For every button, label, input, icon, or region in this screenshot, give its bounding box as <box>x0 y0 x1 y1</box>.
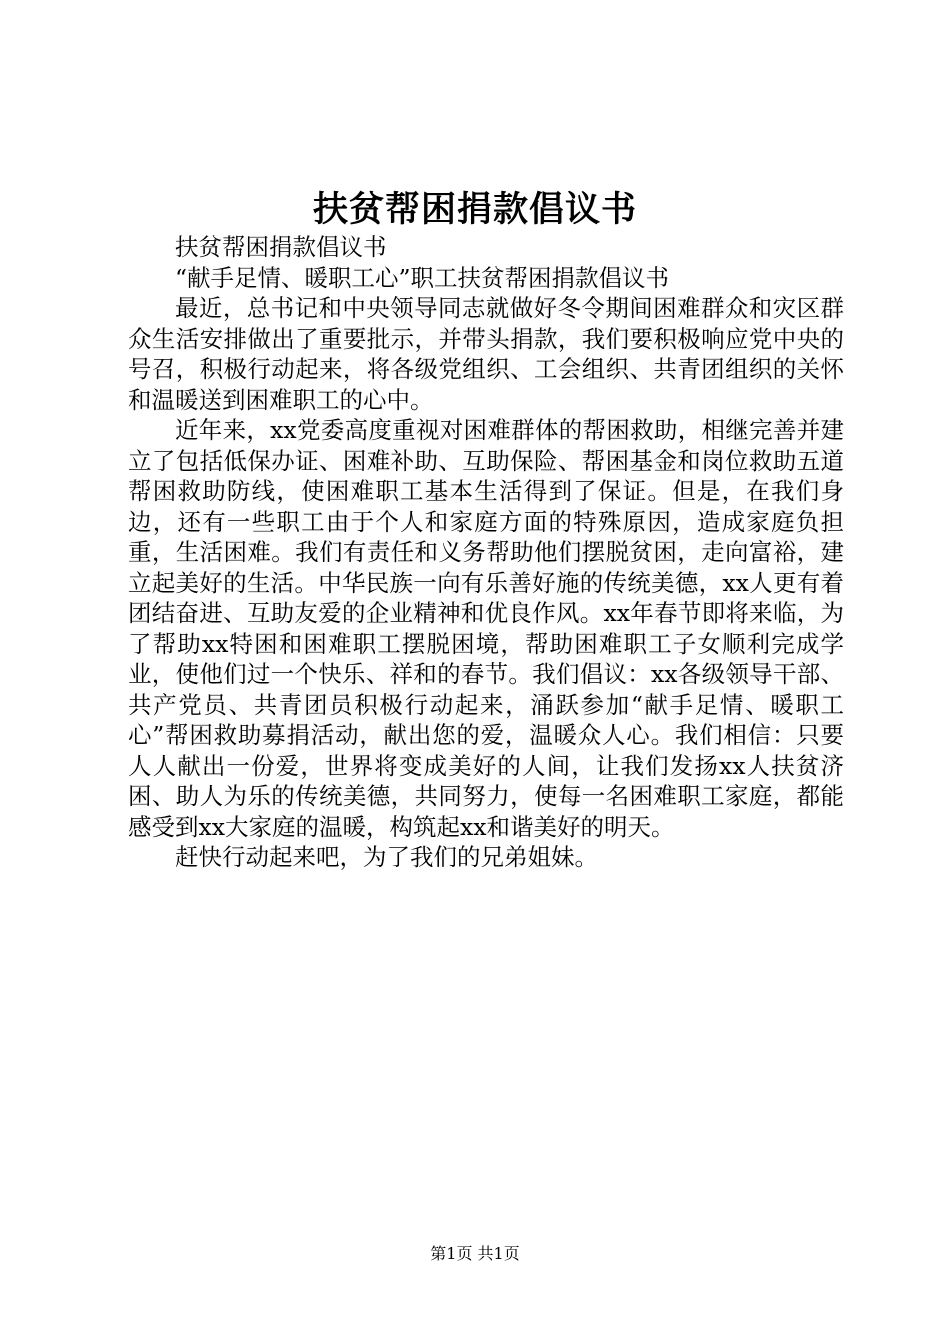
document-body <box>128 232 844 873</box>
page-footer: 第1页 共1页 <box>430 1244 520 1263</box>
paragraph-intro: 最近，总书记和中央领导同志就做好冬令期间困难群众和灾区群众生活安排做出了重要批示，并带头捐款，我们要积极响应党中央的号召，积极行动起来，将各级党组织、工会组织、共青团组织的关怀和温暖送到困难职工的心中。 <box>128 294 844 414</box>
paragraph-main: 近年来，xx党委高度重视对困难群体的帮困救助，相继完善并建立了包括低保办证、困难补助、互助保险、帮困基金和岗位救助五道帮困救助防线，使困难职工基本生活得到了保证。但是，在我们身边，还有一些职工由于个人和家庭方面的特殊原因，造成家庭负担重，生活困难。我们有责任和义务帮助他们摆脱贫困，走向富裕，建立起美好的生活。中华民族一向有乐善好施的传统美德，xx人更有着团结奋进、互助友爱的企业精神和优良作风。xx年春节即将来临，为了帮助xx特困和困难职工摆脱困境，帮助困难职工子女顺利完成学业，使他们过一个快乐、祥和的春节。我们倡议：xx各级领导干部、共产党员、共青团员积极行动起来，涌跃参加“献手足情、暖职工心”帮困救助募捐活动，献出您的爱，温暖众人心。我们相信：只要人人献出一份爱，世界将变成美好的人间，让我们发扬xx人扶贫济困、助人为乐的传统美德，共同努力，使每一名困难职工家庭，都能感受到xx大家庭的温暖，构筑起xx和谐美好的明天。 <box>128 416 844 841</box>
paragraph-closing: 赶快行动起来吧，为了我们的兄弟姐妹。 <box>175 843 598 871</box>
paragraph-subtitle: 扶贫帮困捐款倡议书 <box>175 233 387 261</box>
paragraph-heading: “献手足情、暖职工心”职工扶贫帮困捐款倡议书 <box>175 263 670 292</box>
document-title: 扶贫帮困捐款倡议书 <box>312 189 637 230</box>
